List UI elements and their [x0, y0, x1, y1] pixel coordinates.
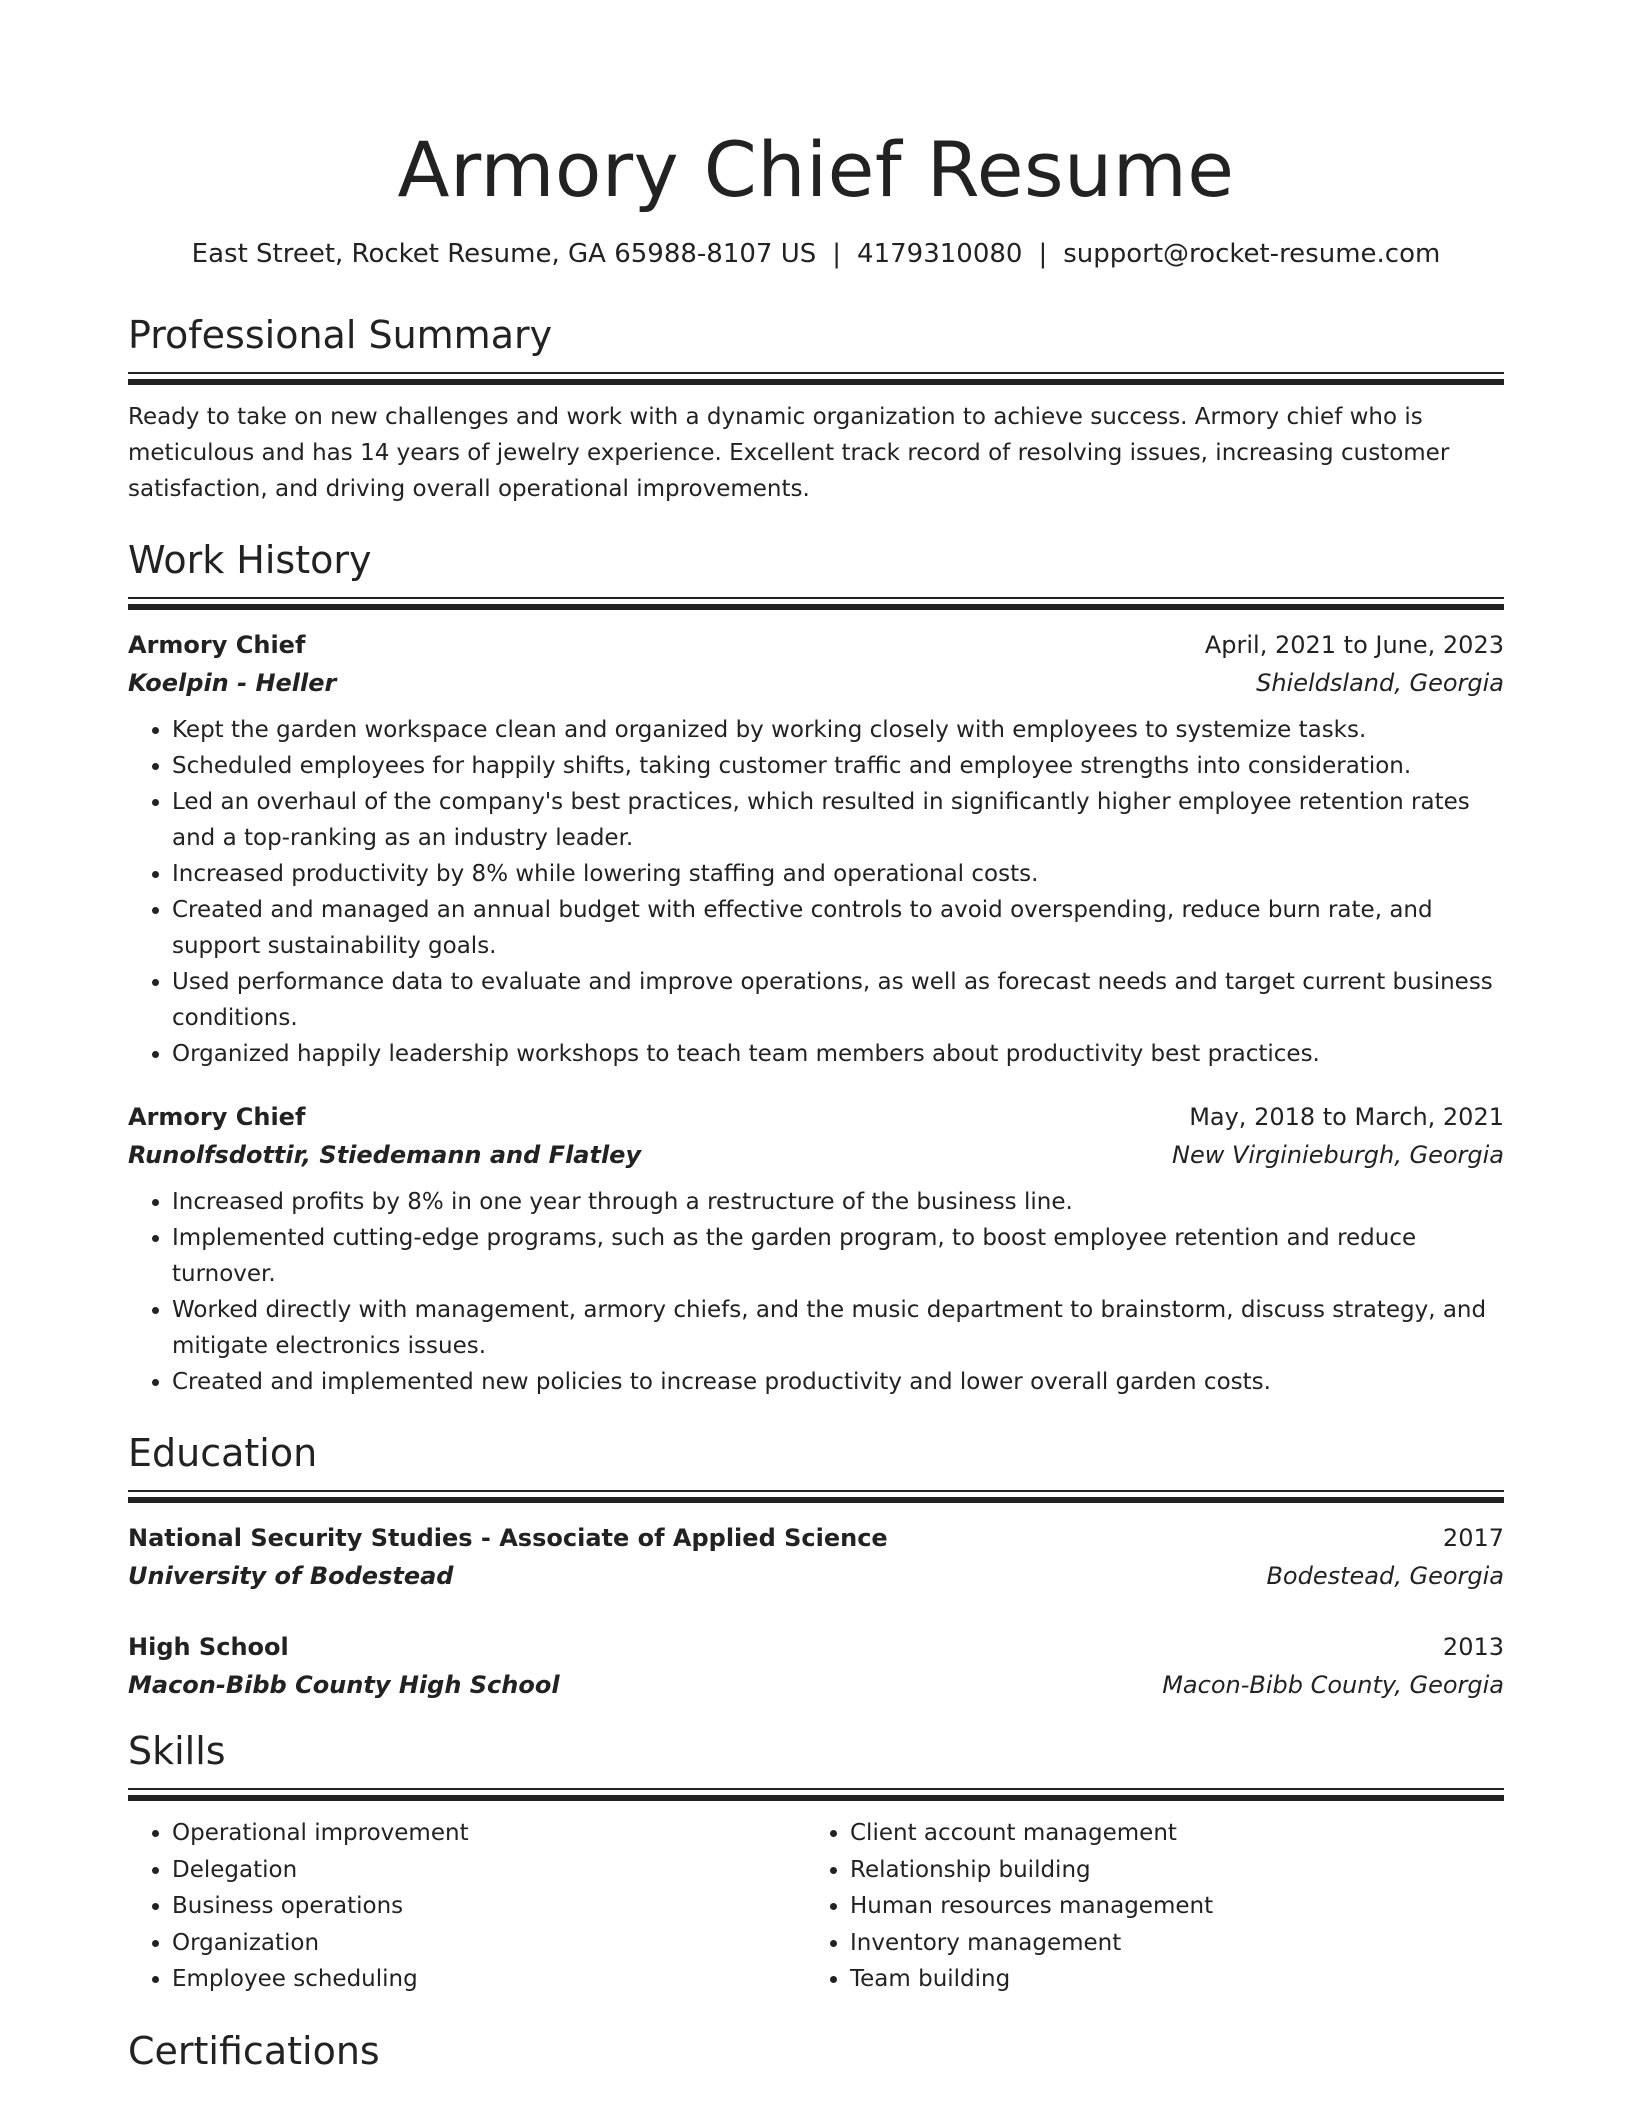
job-entry [128, 1098, 1504, 1400]
bullet-item: • Led an overhaul of the company's best practices, which resulted in significantly higher employee retention rates and a top-ranking as an industry leader. [172, 784, 1504, 856]
job-dates: April, 2021 to June, 2023 [1204, 631, 1504, 659]
contact-separator: | [1038, 239, 1048, 269]
education-location: Bodestead, Georgia [1266, 1562, 1504, 1590]
certifications-heading: Certifications [128, 2028, 380, 2073]
education-year: 2017 [1442, 1524, 1504, 1552]
contact-email: support@rocket-resume.com [1063, 239, 1441, 269]
skill-item: • Delegation [172, 1852, 806, 1889]
bullet-item: • Increased profits by 8% in one year through a restructure of the business line. [172, 1184, 1504, 1220]
skill-item: • Employee scheduling [172, 1961, 806, 1998]
summary-heading: Professional Summary [128, 313, 553, 357]
job-location: Shieldsland, Georgia [1256, 669, 1504, 697]
skills-section [128, 1726, 1504, 1998]
section-rule-thin [128, 1490, 1504, 1492]
bullet-item: • Scheduled employees for happily shifts, taking customer traffic and employee strengths into consideration. [172, 748, 1504, 784]
education-degree: High School [128, 1633, 289, 1661]
section-rule-thick [128, 604, 1504, 610]
education-school: Macon-Bibb County High School [128, 1671, 560, 1699]
skill-item: • Relationship building [850, 1852, 1484, 1889]
certifications-section [128, 2026, 1504, 2076]
bullet-item: • Kept the garden workspace clean and organized by working closely with employees to systemize tasks. [172, 712, 1504, 748]
bullet-item: • Increased productivity by 8% while lowering staffing and operational costs. [172, 856, 1504, 892]
work-section [128, 535, 1504, 1400]
education-location: Macon-Bibb County, Georgia [1162, 1671, 1504, 1699]
skills-heading: Skills [128, 1729, 226, 1773]
job-dates: May, 2018 to March, 2021 [1189, 1103, 1504, 1131]
skill-item: • Team building [850, 1961, 1484, 1998]
job-company: Runolfsdottir, Stiedemann and Flatley [128, 1141, 642, 1169]
resume-page [128, 0, 1504, 2076]
contact-address: East Street, Rocket Resume, GA 65988-8107 US [191, 239, 817, 269]
bullet-item: • Used performance data to evaluate and improve operations, as well as forecast needs and target current business conditions. [172, 964, 1504, 1036]
skill-item: • Inventory management [850, 1925, 1484, 1962]
skill-item: • Business operations [172, 1888, 806, 1925]
section-rule-thin [128, 1788, 1504, 1790]
job-company: Koelpin - Heller [128, 669, 337, 697]
education-school: University of Bodestead [128, 1562, 454, 1590]
resume-title: Armory Chief Resume [397, 125, 1235, 214]
education-entry [128, 1628, 1504, 1704]
education-heading: Education [128, 1431, 318, 1475]
bullet-item: • Organized happily leadership workshops to teach team members about productivity best practices. [172, 1036, 1504, 1072]
work-heading: Work History [128, 538, 372, 582]
section-rule-thin [128, 372, 1504, 374]
education-year: 2013 [1442, 1633, 1504, 1661]
summary-section [128, 310, 1504, 507]
contact-separator: | [832, 239, 842, 269]
job-bullets [128, 712, 1504, 1072]
bullet-item: • Created and implemented new policies to increase productivity and lower overall garden costs. [172, 1364, 1504, 1400]
section-rule-thick [128, 379, 1504, 385]
section-rule-thin [128, 597, 1504, 599]
contact-phone: 4179310080 [857, 239, 1023, 269]
bullet-item: • Implemented cutting-edge programs, such as the garden program, to boost employee retention and reduce turnover. [172, 1220, 1504, 1292]
education-degree: National Security Studies - Associate of Applied Science [128, 1524, 888, 1552]
skill-item: • Human resources management [850, 1888, 1484, 1925]
skill-item: • Client account management [850, 1815, 1484, 1852]
bullet-item: • Created and managed an annual budget with effective controls to avoid overspending, reduce burn rate, and support sustainability goals. [172, 892, 1504, 964]
job-entry [128, 626, 1504, 1072]
job-position: Armory Chief [128, 1103, 306, 1131]
summary-text: Ready to take on new challenges and work with a dynamic organization to achieve success. Armory chief who is meticulous and has 14 years of jewelry experience. Excellent track record of resolving issues, increasing customer satisfaction, and driving overall operational improvements. [128, 404, 1450, 502]
job-position: Armory Chief [128, 631, 306, 659]
section-rule-thick [128, 1795, 1504, 1801]
contact-line [128, 236, 1504, 272]
skills-columns [128, 1815, 1504, 1998]
section-rule-thick [128, 1497, 1504, 1503]
education-section [128, 1428, 1504, 1704]
skills-list-left [128, 1815, 806, 1998]
education-entry [128, 1519, 1504, 1595]
job-location: New Virginieburgh, Georgia [1171, 1141, 1504, 1169]
skill-item: • Operational improvement [172, 1815, 806, 1852]
skill-item: • Organization [172, 1925, 806, 1962]
bullet-item: • Worked directly with management, armory chiefs, and the music department to brainstorm, discuss strategy, and mitigate electronics issues. [172, 1292, 1504, 1364]
job-bullets [128, 1184, 1504, 1400]
skills-list-right [806, 1815, 1484, 1998]
